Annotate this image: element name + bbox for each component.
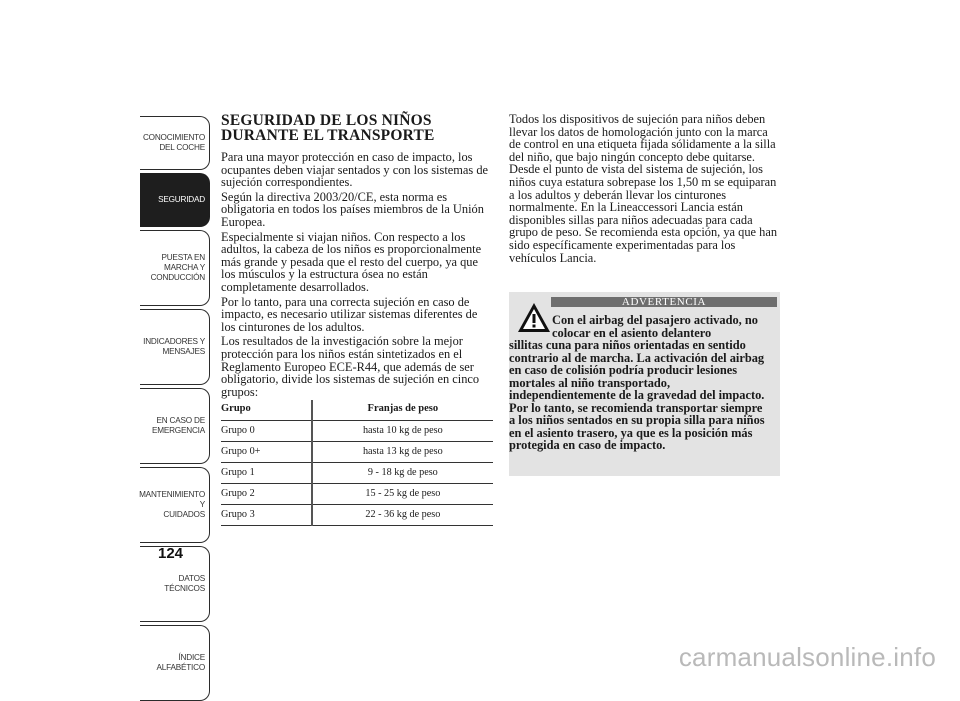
table-row bbox=[221, 442, 493, 463]
paragraph: Para una mayor protección en caso de impacto, los ocupantes deben viajar sentados y con los sistemas de sujeción correspondientes. bbox=[221, 150, 489, 190]
weight-cell: 22 - 36 kg de peso bbox=[312, 505, 493, 526]
section-title-text: SEGURIDAD DE LOS NIÑOS DURANTE EL TRANSPORTE bbox=[221, 112, 435, 144]
homologation-paragraph: Todos los dispositivos de sujeción para niños deben llevar los datos de homologación junto con la marca de control en una etiqueta fijada sólidamente a la silla del niño, que bajo ningún concepto debe quitarse. Desde el punto de vista del sistema de sujeción, los niños cuya estatura sobrepase los 1,50 m se equiparan a los adultos y deberán llevar los cinturones normalmente. En la Lineaccessori Lancia están disponibles sillas para niños adecuadas para cada grupo de peso. Se recomienda esta opción, ya que han sido específicamente experimentadas para los vehículos Lancia. bbox=[509, 112, 778, 265]
weight-cell: 15 - 25 kg de peso bbox=[312, 484, 493, 505]
right-column bbox=[509, 113, 781, 266]
section-title bbox=[221, 113, 493, 143]
tab-label: MANTENIMIENTO Y CUIDADOS bbox=[139, 490, 205, 519]
paragraph: Especialmente si viajan niños. Con respecto a los adultos, la cabeza de los niños es proporcionalmente más grande y pesada que el resto del cuerpo, ya que los músculos y la estructura ósea no están completamente desarrollados. bbox=[221, 229, 482, 294]
group-cell: Grupo 0 bbox=[221, 421, 312, 442]
tab-label: CONOCIMIENTO DEL COCHE bbox=[142, 133, 205, 152]
group-cell: Grupo 1 bbox=[221, 463, 312, 484]
warning-text bbox=[509, 314, 771, 452]
weight-cell: hasta 10 kg de peso bbox=[312, 421, 493, 442]
tab-label: ÍNDICE ALFABÉTICO bbox=[156, 653, 205, 672]
tab-label: INDICADORES Y MENSAJES bbox=[143, 337, 205, 356]
tab-label: PUESTA EN MARCHA Y CONDUCCIÓN bbox=[150, 253, 205, 282]
warning-text-first: Con el airbag del pasajero activado, no colocar en el asiento delantero bbox=[552, 313, 758, 340]
table-row bbox=[221, 505, 493, 526]
watermark: carmanualsonline.info bbox=[678, 642, 936, 672]
weight-cell: hasta 13 kg de peso bbox=[312, 442, 493, 463]
weight-cell: 9 - 18 kg de peso bbox=[312, 463, 493, 484]
tab-label: SEGURIDAD bbox=[158, 195, 205, 204]
tab-label: EN CASO DE EMERGENCIA bbox=[151, 416, 205, 435]
page-number: 124 bbox=[158, 545, 184, 562]
paragraph: Según la directiva 2003/20/CE, esta norma es obligatoria en todos los países miembros de la Unión Europea. bbox=[221, 189, 484, 229]
table-row bbox=[221, 421, 493, 442]
column-header-weight: Franjas de peso bbox=[312, 400, 493, 421]
group-cell: Grupo 0+ bbox=[221, 442, 312, 463]
tab-label: DATOS TÉCNICOS bbox=[164, 574, 205, 593]
table-row bbox=[221, 484, 493, 505]
weight-groups-table bbox=[221, 400, 493, 526]
group-cell: Grupo 3 bbox=[221, 505, 312, 526]
tab-seguridad[interactable] bbox=[140, 173, 210, 227]
table-row bbox=[221, 463, 493, 484]
warning-header: ADVERTENCIA bbox=[551, 297, 777, 307]
tab-emergencia[interactable] bbox=[140, 388, 210, 464]
column-header-group: Grupo bbox=[221, 400, 312, 421]
paragraph: Por lo tanto, para una correcta sujeción en caso de impacto, es necesario utilizar sistemas diferentes de los cinturones de los adultos. bbox=[221, 294, 478, 334]
tab-mantenimiento[interactable] bbox=[140, 467, 210, 543]
tab-indice[interactable] bbox=[140, 625, 210, 701]
tab-indicadores[interactable] bbox=[140, 309, 210, 385]
table-header-row bbox=[221, 400, 493, 421]
group-cell: Grupo 2 bbox=[221, 484, 312, 505]
warning-text-rest: sillitas cuna para niños orientadas en sentido contrario al de marcha. La activación del airbag en caso de colisión podría producir lesiones mortales al niño transportado, independientemente de la gravedad del impacto. Por lo tanto, se recomienda transportar siempre a los niños sentados en su propia silla para niños en el asiento trasero, ya que es la posición más protegida en caso de impacto. bbox=[509, 338, 765, 452]
tab-puesta-en-marcha[interactable] bbox=[140, 230, 210, 306]
chapter-tabs bbox=[140, 116, 210, 701]
paragraph: Los resultados de la investigación sobre la mejor protección para los niños están sintetizados en el Reglamento Europeo ECE-R44, que además de ser obligatorio, divide los sistemas de sujeción en cinco grupos: bbox=[221, 334, 480, 399]
left-column bbox=[221, 113, 493, 526]
tab-conocimiento[interactable] bbox=[140, 116, 210, 170]
warning-box bbox=[509, 292, 780, 476]
